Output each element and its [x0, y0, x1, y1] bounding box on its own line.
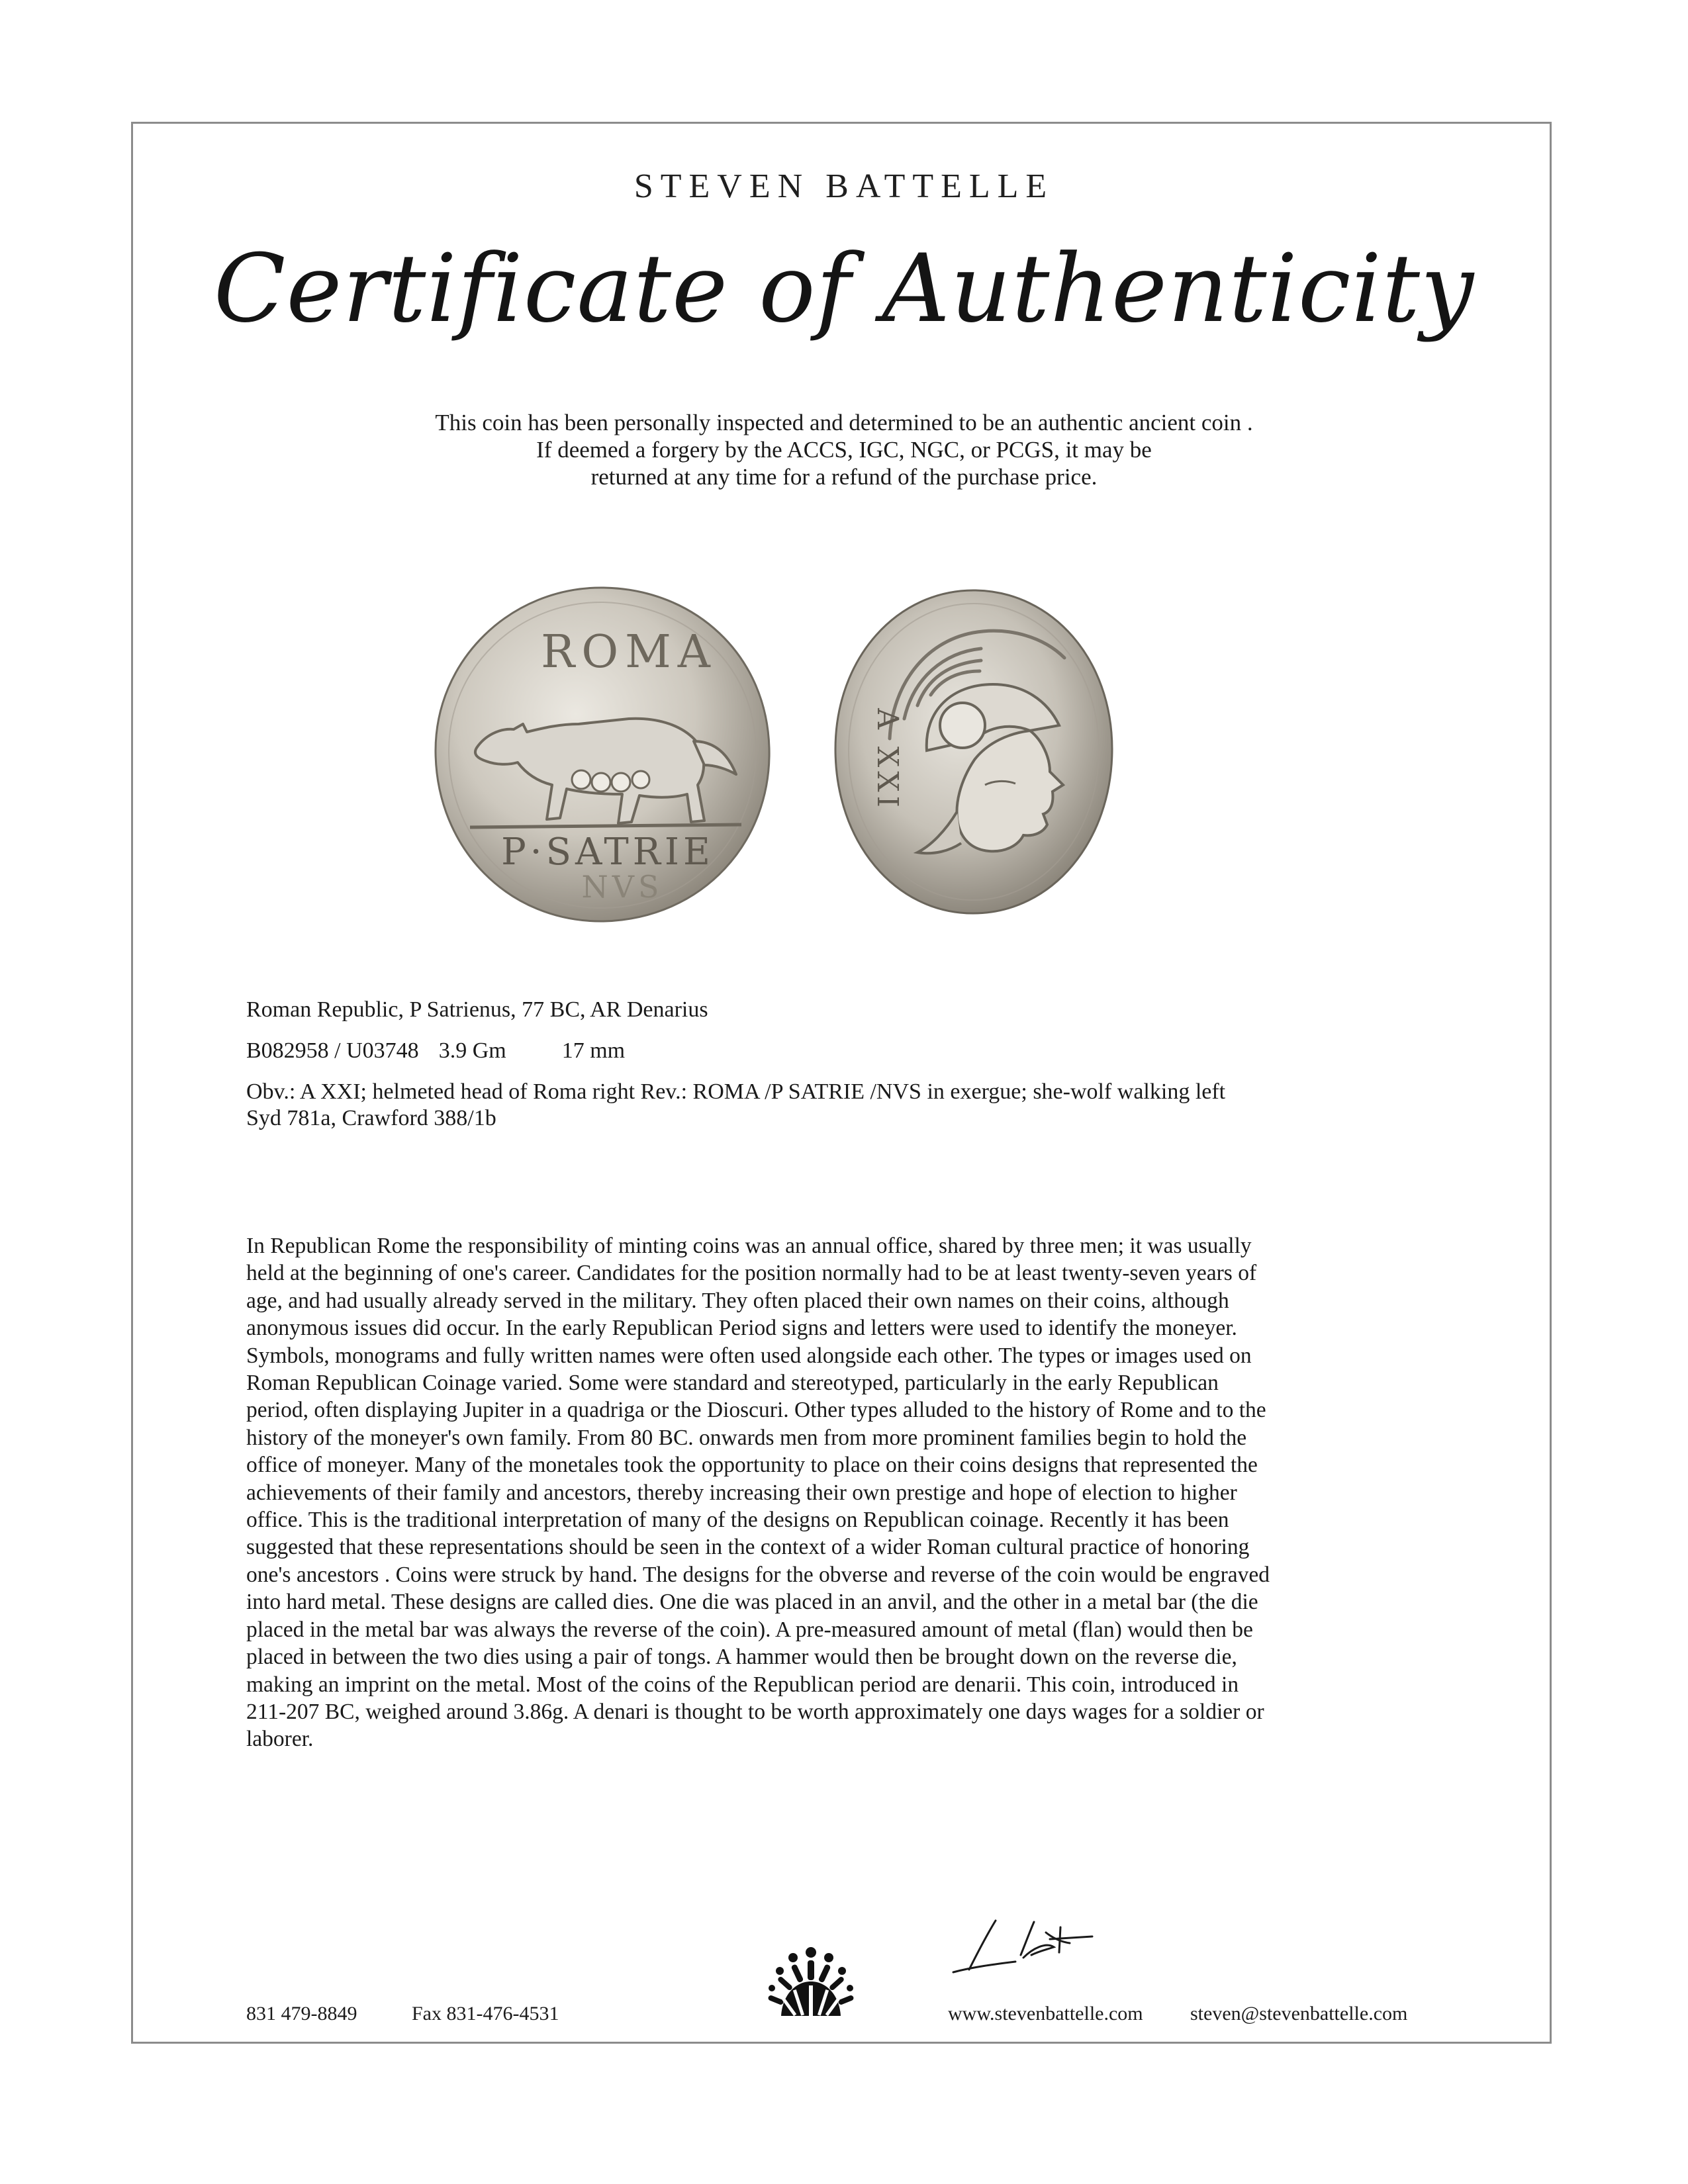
coin-legend-moneyer: P·SATRIE	[501, 831, 714, 874]
website-link[interactable]: www.stevenbattelle.com	[948, 2003, 1143, 2025]
email-link[interactable]: steven@stevenbattelle.com	[1190, 2003, 1408, 2025]
coin-diameter: 17 mm	[561, 1038, 626, 1063]
disclaimer-line: This coin has been personally inspected and determined to be an authentic ancient coin .	[435, 410, 1253, 435]
fax-number: Fax 831-476-4531	[412, 2003, 559, 2025]
history-line: making an imprint on the metal. Most of the coins of the Republican period are denarii. This coin, introduced in	[246, 1672, 1239, 1697]
obverse-reverse-description: Obv.: A XXI; helmeted head of Roma right Rev.: ROMA /P SATRIE /NVS in exergue; she-wolf walking left	[246, 1079, 1226, 1104]
history-line: In Republican Rome the responsibility of minting coins was an annual office, shared by three men; it was usually	[246, 1234, 1252, 1258]
disclaimer-line: returned at any time for a refund of the purchase price.	[590, 464, 1098, 490]
inventory-number: B082958 / U03748	[246, 1038, 419, 1063]
authenticity-disclaimer	[278, 409, 1410, 490]
history-line: 211-207 BC, weighed around 3.86g. A denari is thought to be worth approximately one days wages for a soldier or	[246, 1699, 1264, 1724]
phone-number: 831 479-8849	[246, 2003, 357, 2025]
coin-obverse-image	[831, 586, 1116, 917]
sunburst-logo-icon	[768, 1943, 854, 2026]
signature-image	[947, 1909, 1119, 1985]
brand-name: STEVEN BATTELLE	[633, 167, 1055, 205]
coin-legend-mark: A XXI	[870, 708, 904, 811]
history-line: age, and had usually already served in the military. They often placed their own names on their coins, although	[246, 1288, 1229, 1313]
history-line: Symbols, monograms and fully written names were often used alongside each other. The types or images used on	[246, 1343, 1252, 1368]
coin-weight: 3.9 Gm	[438, 1038, 506, 1063]
certificate-title: Certificate of Authenticity	[213, 234, 1475, 343]
history-line: placed in the metal bar was always the reverse of the coin). A pre-measured amount of metal (flan) would then be	[246, 1617, 1253, 1642]
history-line: office. This is the traditional interpretation of many of the designs on Republican coinage. Recently it has been	[246, 1508, 1229, 1533]
history-line: into hard metal. These designs are called dies. One die was placed in an anvil, and the other in a metal bar (the die	[246, 1590, 1258, 1615]
history-line: held at the beginning of one's career. Candidates for the position normally had to be at least twenty-seven years of	[246, 1261, 1257, 1286]
history-line: anonymous issues did occur. In the early Republican Period signs and letters were used to identify the moneyer.	[246, 1316, 1237, 1341]
history-line: history of the moneyer's own family. From 80 BC. onwards men from more prominent families begin to hold the	[246, 1425, 1247, 1450]
coin-reverse-image	[430, 582, 774, 927]
disclaimer-line: If deemed a forgery by the ACCS, IGC, NGC, or PCGS, it may be	[536, 437, 1152, 463]
history-line: one's ancestors . Coins were struck by hand. The designs for the obverse and reverse of the coin would be engraved	[246, 1562, 1270, 1587]
coin-specs	[246, 1038, 1477, 1064]
history-paragraph	[246, 1232, 1438, 1753]
history-line: laborer.	[246, 1727, 314, 1752]
history-line: Roman Republican Coinage varied. Some were standard and stereotyped, particularly in the early Republican	[246, 1371, 1219, 1396]
history-line: suggested that these representations should be seen in the context of a wider Roman cultural practice of honoring	[246, 1535, 1250, 1560]
history-line: office of moneyer. Many of the monetales took the opportunity to place on their coins designs that represented the	[246, 1453, 1258, 1478]
history-line: placed in between the two dies using a pair of tongs. A hammer would then be brought down on the reverse die,	[246, 1645, 1237, 1670]
coin-legend-roma: ROMA	[541, 626, 717, 678]
history-line: achievements of their family and ancestors, thereby increasing their own prestige and hope of election to higher	[246, 1480, 1237, 1505]
catalog-references: Syd 781a, Crawford 388/1b	[246, 1106, 496, 1130]
coin-legend-exergue: NVS	[581, 869, 663, 905]
coin-description: Roman Republic, P Satrienus, 77 BC, AR Denarius	[246, 997, 708, 1022]
coin-attribution	[246, 1079, 1477, 1132]
history-line: period, often displaying Jupiter in a quadriga or the Dioscuri. Other types alluded to the history of Rome and to the	[246, 1398, 1266, 1423]
